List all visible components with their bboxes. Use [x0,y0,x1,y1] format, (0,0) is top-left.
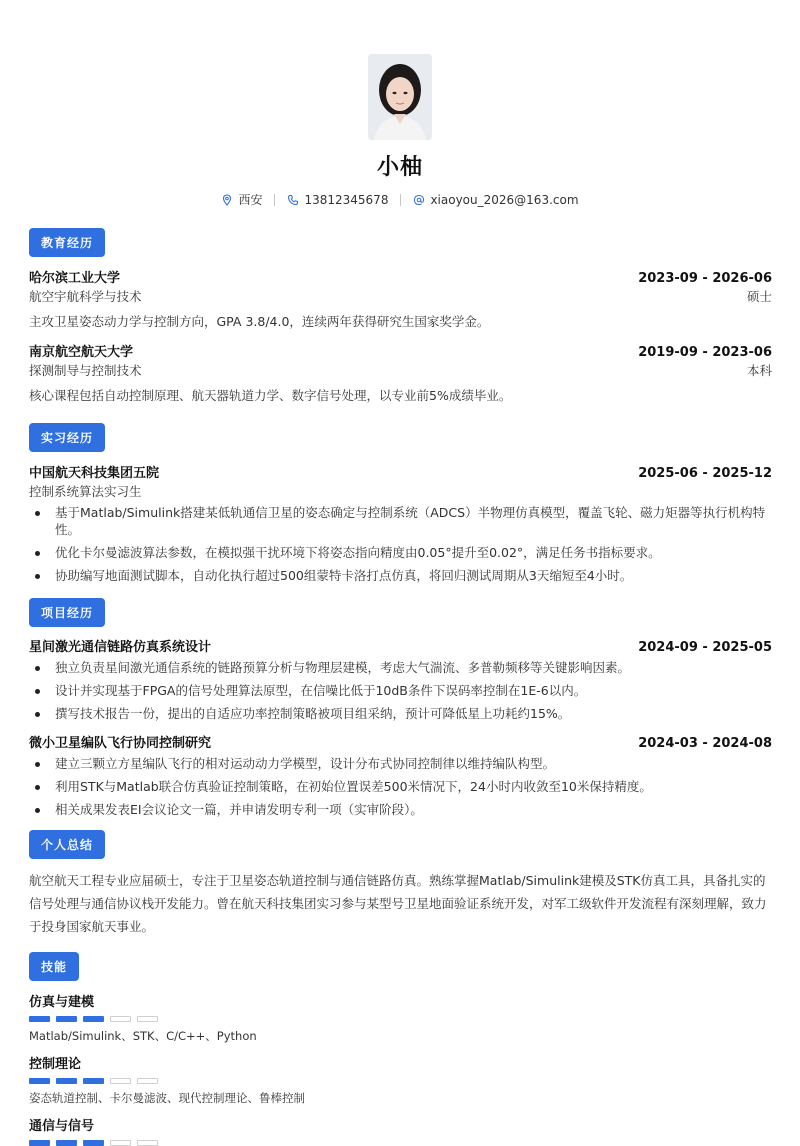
school-name: 南京航空航天大学 [29,345,134,360]
summary-section [0,830,800,938]
internship-item [29,462,772,584]
role: 控制系统算法实习生 [29,484,142,499]
skill-level-bars [29,1078,772,1084]
skill-name: 控制理论 [29,1057,82,1072]
email-text: xiaoyou_2026@163.com [430,192,579,207]
contact-location [209,191,274,208]
skill-level-filled [83,1078,104,1084]
list-item: 撰写技术报告一份，提出的自适应功率控制策略被项目组采纳，预计可降低星上功耗约15%。 [29,705,772,722]
skill-level-empty [137,1078,158,1084]
section-title-summary: 个人总结 [29,830,105,859]
section-title-internship: 实习经历 [29,423,105,452]
skill-name: 通信与信号 [29,1119,95,1134]
list-item: 基于Matlab/Simulink搭建某低轨通信卫星的姿态确定与控制系统（ADCS）半物理仿真模型，覆盖飞轮、磁力矩器等执行机构特性。 [29,504,772,538]
internship-dates: 2025-06 - 2025-12 [638,466,772,481]
list-item: 利用STK与Matlab联合仿真验证控制策略，在初始位置误差500米情况下，24小时内收敛至10米保持精度。 [29,778,772,795]
skill-desc: 姿态轨道控制、卡尔曼滤波、现代控制理论、鲁棒控制 [29,1091,305,1105]
skill-item [29,991,772,1044]
summary-text: 航空航天工程专业应届硕士，专注于卫星姿态轨道控制与通信链路仿真。熟练掌握Matlab/Simulink建模及STK仿真工具，具备扎实的信号处理与通信协议栈开发能力。曾在航天科技集团实习参与某型号卫星地面验证系统开发，对军工级软件开发流程有深刻理解，致力于投身国家航天事业。 [29,873,767,934]
section-title-projects: 项目经历 [29,598,105,627]
school-name: 哈尔滨工业大学 [29,271,121,286]
skill-level-empty [110,1016,131,1022]
avatar-photo [368,54,432,140]
contact-phone [275,193,400,207]
skills-section [0,952,800,1146]
skill-level-filled [56,1016,77,1022]
phone-icon [287,194,299,206]
education-dates: 2019-09 - 2023-06 [638,345,772,360]
skill-level-filled [83,1016,104,1022]
list-item: 优化卡尔曼滤波算法参数，在模拟强干扰环境下将姿态指向精度由0.05°提升至0.02°，满足任务书指标要求。 [29,544,772,561]
project-bullets [29,755,772,818]
degree: 本科 [746,363,772,378]
section-title-skills: 技能 [29,952,79,981]
skill-level-empty [137,1140,158,1146]
internship-section [0,423,800,584]
skill-level-empty [110,1140,131,1146]
location-pin-icon [221,194,233,206]
phone-text: 13812345678 [304,192,389,207]
project-item [29,732,772,818]
education-item [29,341,772,405]
list-item: 协助编写地面测试脚本，自动化执行超过500组蒙特卡洛打点仿真，将回归测试周期从3天缩短至4小时。 [29,567,772,584]
education-desc: 主攻卫星姿态动力学与控制方向，GPA 3.8/4.0，连续两年获得研究生国家奖学金。 [29,314,490,329]
project-name: 微小卫星编队飞行协同控制研究 [29,736,212,751]
project-name: 星间激光通信链路仿真系统设计 [29,640,212,655]
at-sign-icon [413,194,425,206]
avatar [368,54,432,140]
list-item: 建立三颗立方星编队飞行的相对运动动力学模型，设计分布式协同控制律以维持编队构型。 [29,755,772,772]
skill-level-filled [29,1078,50,1084]
skill-desc: Matlab/Simulink、STK、C/C++、Python [29,1029,257,1043]
skill-level-filled [29,1140,50,1146]
projects-section [0,598,800,818]
skill-level-empty [137,1016,158,1022]
project-bullets [29,659,772,722]
contact-info [0,191,800,208]
resume-header [0,0,800,208]
skill-level-filled [29,1016,50,1022]
list-item: 设计并实现基于FPGA的信号处理算法原型，在信噪比低于10dB条件下误码率控制在1E-6以内。 [29,682,772,699]
education-section [0,228,800,405]
skill-level-bars [29,1016,772,1022]
skill-level-filled [56,1140,77,1146]
location-text: 西安 [238,193,263,207]
skill-level-empty [110,1078,131,1084]
list-item: 独立负责星间激光通信系统的链路预算分析与物理层建模，考虑大气湍流、多普勒频移等关键影响因素。 [29,659,772,676]
project-dates: 2024-03 - 2024-08 [638,736,772,751]
major: 航空宇航科学与技术 [29,289,142,304]
project-dates: 2024-09 - 2025-05 [638,640,772,655]
education-desc: 核心课程包括自动控制原理、航天器轨道力学、数字信号处理，以专业前5%成绩毕业。 [29,388,512,403]
skill-item [29,1115,772,1146]
skill-level-bars [29,1140,772,1146]
skill-level-filled [56,1078,77,1084]
internship-bullets [29,504,772,584]
skill-item [29,1053,772,1106]
skill-level-filled [83,1140,104,1146]
skill-name: 仿真与建模 [29,995,95,1010]
contact-email [401,193,590,207]
section-title-education: 教育经历 [29,228,105,257]
list-item: 相关成果发表EI会议论文一篇，并申请发明专利一项（实审阶段）。 [29,801,772,818]
degree: 硕士 [746,289,772,304]
project-item [29,636,772,722]
candidate-name: 小柚 [376,155,423,180]
education-item [29,267,772,331]
education-dates: 2023-09 - 2026-06 [638,271,772,286]
major: 探测制导与控制技术 [29,363,142,378]
company-name: 中国航天科技集团五院 [29,466,160,481]
